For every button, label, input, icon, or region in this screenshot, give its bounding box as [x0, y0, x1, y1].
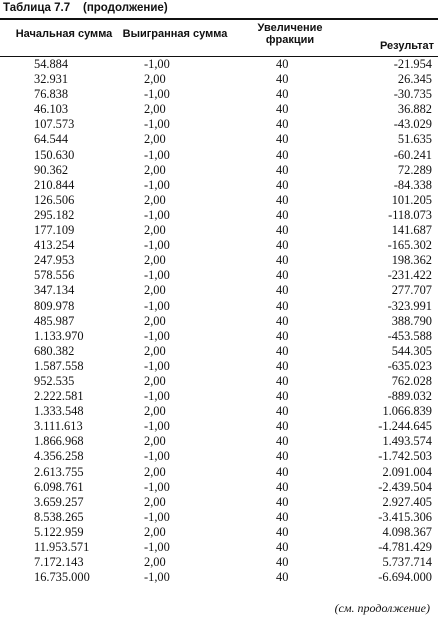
cell-result: 1.066.839 [382, 404, 432, 419]
table-row [0, 480, 438, 495]
cell-initial-sum: 809.978 [34, 298, 75, 313]
cell-result: 1.493.574 [382, 434, 432, 449]
cell-fraction-increase: 40 [276, 494, 289, 509]
cell-fraction-increase: 40 [276, 147, 289, 162]
cell-fraction-increase: 40 [276, 358, 289, 373]
cell-fraction-increase: 40 [276, 102, 289, 117]
cell-result: 141.687 [391, 223, 432, 238]
cell-fraction-increase: 40 [276, 434, 289, 449]
cell-fraction-increase: 40 [276, 298, 289, 313]
cell-fraction-increase: 40 [276, 555, 289, 570]
cell-result: -30.735 [393, 87, 432, 102]
table-caption [3, 0, 168, 16]
cell-fraction-increase: 40 [276, 404, 289, 419]
cell-won-sum: 2,00 [144, 72, 166, 87]
cell-won-sum: 2,00 [144, 494, 166, 509]
cell-initial-sum: 1.333.548 [34, 404, 84, 419]
cell-initial-sum: 295.182 [34, 207, 75, 222]
cell-fraction-increase: 40 [276, 449, 289, 464]
cell-result: -118.073 [388, 207, 432, 222]
cell-result: 36.882 [397, 102, 432, 117]
cell-won-sum: 2,00 [144, 524, 166, 539]
table-row [0, 238, 438, 253]
table-row [0, 117, 438, 132]
cell-won-sum: 2,00 [144, 132, 166, 147]
table-row [0, 359, 438, 374]
table-row [0, 449, 438, 464]
cell-initial-sum: 1.587.558 [34, 358, 84, 373]
cell-result: -453.588 [387, 328, 432, 343]
table-row [0, 555, 438, 570]
cell-result: 2.927.405 [382, 494, 432, 509]
cell-won-sum: -1,00 [144, 540, 170, 554]
cell-fraction-increase: 40 [276, 479, 289, 494]
cell-initial-sum: 46.103 [34, 102, 69, 117]
table-row [0, 283, 438, 298]
cell-won-sum: 2,00 [144, 283, 166, 298]
cell-initial-sum: 3.659.257 [34, 494, 84, 509]
cell-result: 72.289 [397, 162, 432, 177]
cell-initial-sum: 413.254 [34, 238, 75, 253]
cell-result: -60.241 [393, 147, 432, 162]
cell-fraction-increase: 40 [276, 373, 289, 388]
cell-initial-sum: 347.134 [34, 283, 75, 298]
cell-initial-sum: 952.535 [34, 373, 75, 388]
cell-fraction-increase: 40 [276, 223, 289, 238]
cell-initial-sum: 247.953 [34, 253, 75, 268]
cell-fraction-increase: 40 [276, 192, 289, 207]
cell-fraction-increase: 40 [276, 524, 289, 539]
cell-initial-sum: 16.735.000 [34, 570, 90, 585]
cell-fraction-increase: 40 [276, 132, 289, 147]
cell-fraction-increase: 40 [276, 328, 289, 343]
table-row [0, 404, 438, 419]
cell-won-sum: -1,00 [144, 87, 170, 102]
cell-initial-sum: 6.098.761 [34, 479, 84, 494]
cell-result: -165.302 [387, 238, 432, 253]
header-initial-sum: Начальная сумма [15, 28, 113, 40]
cell-result: 2.091.004 [382, 464, 432, 479]
table-row [0, 419, 438, 434]
table-row [0, 510, 438, 525]
cell-initial-sum: 107.573 [34, 117, 75, 132]
cell-result: -3.415.306 [378, 509, 432, 524]
cell-result: -84.338 [393, 177, 432, 192]
table-row [0, 87, 438, 102]
table-row [0, 72, 438, 87]
cell-initial-sum: 177.109 [34, 223, 75, 238]
cell-initial-sum: 126.506 [34, 192, 75, 207]
table-row [0, 268, 438, 283]
cell-result: -6.694.000 [378, 570, 432, 585]
cell-fraction-increase: 40 [276, 419, 289, 434]
cell-result: 762.028 [391, 373, 432, 388]
cell-result: 26.345 [397, 72, 432, 87]
cell-won-sum: 2,00 [144, 404, 166, 419]
cell-won-sum: -1,00 [144, 268, 170, 283]
cell-won-sum: -1,00 [144, 117, 170, 132]
cell-initial-sum: 64.544 [34, 132, 69, 147]
cell-fraction-increase: 40 [276, 343, 289, 358]
cell-initial-sum: 680.382 [34, 343, 75, 358]
cell-won-sum: 2,00 [144, 343, 166, 358]
cell-initial-sum: 2.222.581 [34, 389, 84, 404]
cell-result: 101.205 [391, 192, 432, 207]
cell-won-sum: 2,00 [144, 102, 166, 117]
cell-won-sum: 2,00 [144, 555, 166, 570]
cell-initial-sum: 4.356.258 [34, 449, 84, 464]
cell-won-sum: 2,00 [144, 253, 166, 268]
cell-fraction-increase: 40 [276, 72, 289, 87]
cell-initial-sum: 54.884 [34, 57, 69, 71]
header-won-sum: Выигранная сумма [122, 28, 228, 40]
cell-won-sum: 2,00 [144, 434, 166, 449]
cell-initial-sum: 7.172.143 [34, 555, 84, 570]
table-row [0, 163, 438, 178]
cell-result: -21.954 [393, 57, 432, 71]
cell-result: 277.707 [391, 283, 432, 298]
table-row [0, 525, 438, 540]
table-row [0, 344, 438, 359]
table-row [0, 570, 438, 585]
cell-fraction-increase: 40 [276, 509, 289, 524]
cell-initial-sum: 485.987 [34, 313, 75, 328]
cell-won-sum: -1,00 [144, 207, 170, 222]
cell-fraction-increase: 40 [276, 313, 289, 328]
table-row [0, 178, 438, 193]
cell-fraction-increase: 40 [276, 177, 289, 192]
table-row [0, 57, 438, 72]
cell-fraction-increase: 40 [276, 389, 289, 404]
top-rule [0, 18, 438, 20]
cell-initial-sum: 1.133.970 [34, 328, 84, 343]
cell-fraction-increase: 40 [276, 207, 289, 222]
cell-won-sum: -1,00 [144, 177, 170, 192]
cell-result: 5.737.714 [382, 555, 432, 570]
table-row [0, 223, 438, 238]
cell-result: -2.439.504 [378, 479, 432, 494]
cell-initial-sum: 90.362 [34, 162, 69, 177]
cell-fraction-increase: 40 [276, 283, 289, 298]
cell-fraction-increase: 40 [276, 162, 289, 177]
cell-won-sum: 2,00 [144, 162, 166, 177]
table-row [0, 299, 438, 314]
cell-won-sum: 2,00 [144, 373, 166, 388]
cell-won-sum: -1,00 [144, 57, 170, 71]
cell-result: -4.781.429 [378, 540, 432, 554]
cell-won-sum: -1,00 [144, 298, 170, 313]
cell-result: -1.244.645 [378, 419, 432, 434]
table-row [0, 193, 438, 208]
cell-initial-sum: 210.844 [34, 177, 75, 192]
table-row [0, 314, 438, 329]
cell-result: 4.098.367 [382, 524, 432, 539]
cell-initial-sum: 150.630 [34, 147, 75, 162]
cell-won-sum: -1,00 [144, 238, 170, 253]
table-row [0, 374, 438, 389]
table-row [0, 434, 438, 449]
table-row [0, 253, 438, 268]
cell-result: 51.635 [397, 132, 432, 147]
cell-result: 388.790 [391, 313, 432, 328]
cell-won-sum: -1,00 [144, 570, 170, 585]
cell-initial-sum: 2.613.755 [34, 464, 84, 479]
cell-result: 198.362 [391, 253, 432, 268]
cell-fraction-increase: 40 [276, 268, 289, 283]
cell-result: -635.023 [387, 358, 432, 373]
table-row [0, 102, 438, 117]
cell-initial-sum: 1.866.968 [34, 434, 84, 449]
cell-fraction-increase: 40 [276, 570, 289, 585]
table-row [0, 465, 438, 480]
cell-won-sum: -1,00 [144, 419, 170, 434]
cell-fraction-increase: 40 [276, 57, 289, 71]
cell-initial-sum: 8.538.265 [34, 509, 84, 524]
cell-won-sum: 2,00 [144, 313, 166, 328]
cell-won-sum: 2,00 [144, 223, 166, 238]
table-row [0, 208, 438, 223]
continued-note: (см. продолжение) [334, 601, 430, 615]
cell-won-sum: -1,00 [144, 358, 170, 373]
cell-result: -43.029 [393, 117, 432, 132]
cell-fraction-increase: 40 [276, 238, 289, 253]
cell-initial-sum: 578.556 [34, 268, 75, 283]
cell-result: -231.422 [387, 268, 432, 283]
table-row [0, 132, 438, 147]
cell-result: 544.305 [391, 343, 432, 358]
cell-result: -889.032 [387, 389, 432, 404]
cell-won-sum: -1,00 [144, 479, 170, 494]
cell-initial-sum: 3.111.613 [34, 419, 83, 434]
table-row [0, 495, 438, 510]
cell-initial-sum: 76.838 [34, 87, 69, 102]
cell-initial-sum: 5.122.959 [34, 524, 84, 539]
header-result: Результат [379, 40, 434, 52]
cell-fraction-increase: 40 [276, 253, 289, 268]
cell-won-sum: -1,00 [144, 328, 170, 343]
cell-won-sum: -1,00 [144, 449, 170, 464]
header-fraction-increase: Увеличение фракции [257, 22, 323, 46]
data-table [0, 57, 438, 585]
cell-initial-sum: 11.953.571 [34, 540, 90, 554]
cell-fraction-increase: 40 [276, 87, 289, 102]
cell-won-sum: -1,00 [144, 147, 170, 162]
cell-result: -1.742.503 [378, 449, 432, 464]
table-row [0, 329, 438, 344]
cell-initial-sum: 32.931 [34, 72, 69, 87]
cell-fraction-increase: 40 [276, 117, 289, 132]
table-continuation-note: (продолжение) [83, 2, 168, 14]
table-row [0, 540, 438, 555]
table-row [0, 148, 438, 163]
table-number: Таблица 7.7 [3, 2, 71, 14]
cell-result: -323.991 [387, 298, 432, 313]
cell-fraction-increase: 40 [276, 540, 289, 554]
table-row [0, 389, 438, 404]
cell-won-sum: 2,00 [144, 464, 166, 479]
cell-won-sum: 2,00 [144, 192, 166, 207]
cell-won-sum: -1,00 [144, 509, 170, 524]
cell-won-sum: -1,00 [144, 389, 170, 404]
cell-fraction-increase: 40 [276, 464, 289, 479]
